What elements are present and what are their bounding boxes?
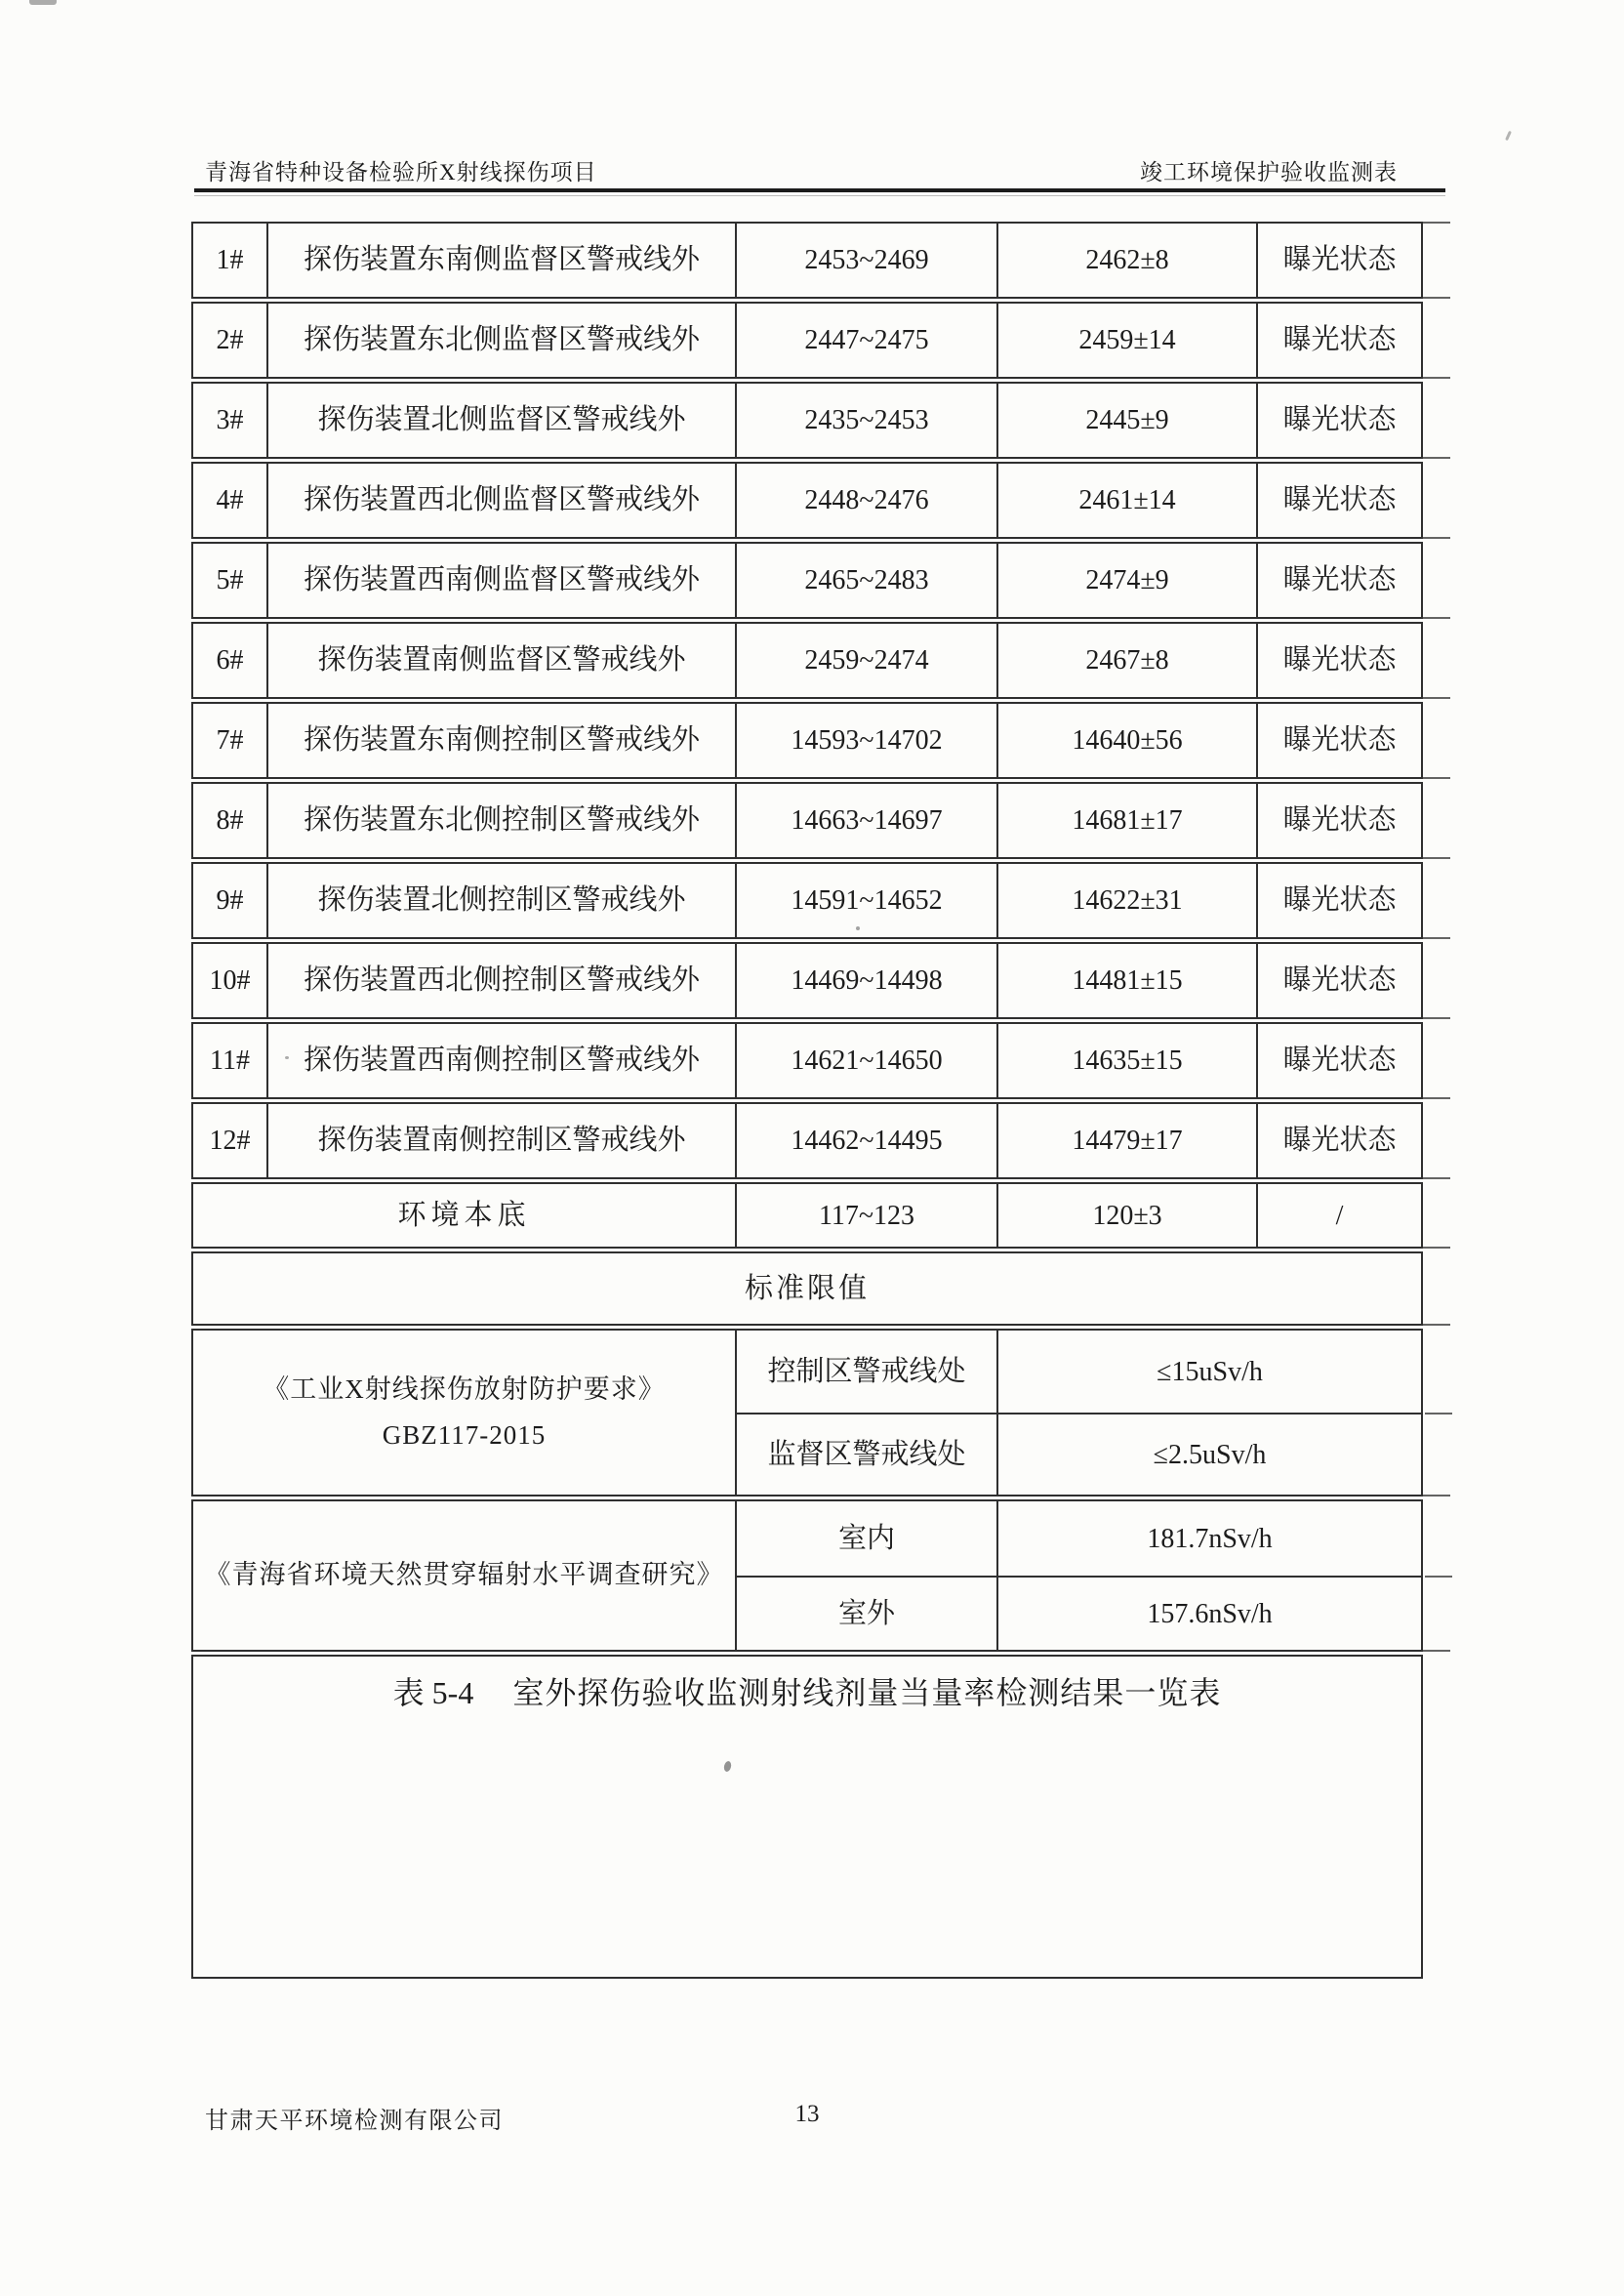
table-row — [191, 462, 1423, 539]
point-number-cell: 2# — [216, 325, 244, 355]
standard-qinghai-block — [191, 1499, 1423, 1652]
point-number-cell: 7# — [216, 725, 244, 756]
mean-cell: 14622±31 — [996, 864, 1256, 937]
point-number-cell: 6# — [216, 645, 244, 676]
point-number-cell: 1# — [216, 245, 244, 275]
mean-cell: 14479±17 — [996, 1104, 1256, 1177]
standard-item-value: 181.7nSv/h — [996, 1501, 1421, 1576]
standard-source — [193, 1501, 735, 1650]
location-cell: 探伤装置北侧控制区警戒线外 — [266, 864, 735, 937]
standard-item-label: 控制区警戒线处 — [735, 1331, 996, 1413]
standard-item-label: 室外 — [735, 1576, 996, 1650]
table-row — [191, 542, 1423, 619]
monitoring-results-table — [191, 222, 1423, 1982]
status-cell: 曝光状态 — [1256, 304, 1421, 377]
range-cell: 2465~2483 — [735, 544, 996, 617]
header-rule-shadow — [194, 195, 1445, 196]
mean-cell: 2445±9 — [996, 384, 1256, 457]
mean-cell: 14481±15 — [996, 944, 1256, 1017]
point-number-cell: 3# — [216, 405, 244, 435]
status-cell: 曝光状态 — [1256, 624, 1421, 697]
table-row — [191, 222, 1423, 299]
standard-item-value: ≤2.5uSv/h — [996, 1413, 1421, 1495]
location-cell: 探伤装置东南侧控制区警戒线外 — [266, 704, 735, 777]
mean-cell: 14681±17 — [996, 784, 1256, 857]
location-cell: 探伤装置东北侧监督区警戒线外 — [266, 304, 735, 377]
table-row — [191, 302, 1423, 379]
mean-cell: 14640±56 — [996, 704, 1256, 777]
scan-speck — [29, 0, 57, 5]
background-mean: 120±3 — [996, 1184, 1256, 1247]
header-doc-title: 竣工环境保护验收监测表 — [1140, 160, 1398, 184]
table-row — [191, 782, 1423, 859]
data-rows-group — [191, 222, 1423, 1179]
range-cell: 14663~14697 — [735, 784, 996, 857]
standard-item-value: ≤15uSv/h — [996, 1331, 1421, 1413]
footer-company: 甘肃天平环境检测有限公司 — [205, 2109, 504, 2134]
standard-item-label: 室内 — [735, 1501, 996, 1576]
range-cell: 2453~2469 — [735, 224, 996, 297]
location-cell: 探伤装置东北侧控制区警戒线外 — [266, 784, 735, 857]
table-row — [191, 622, 1423, 699]
point-number-cell: 9# — [216, 885, 244, 916]
standard-source — [193, 1331, 735, 1495]
page-number: 13 — [794, 2101, 820, 2127]
location-cell: 探伤装置南侧监督区警戒线外 — [266, 624, 735, 697]
point-number-cell: 5# — [216, 565, 244, 595]
range-cell: 14593~14702 — [735, 704, 996, 777]
location-cell: 探伤装置西北侧控制区警戒线外 — [266, 944, 735, 1017]
background-row — [191, 1182, 1423, 1249]
table-row — [191, 382, 1423, 459]
scan-speck — [1505, 131, 1512, 141]
range-cell: 14462~14495 — [735, 1104, 996, 1177]
status-cell: 曝光状态 — [1256, 464, 1421, 537]
header-project-title: 青海省特种设备检验所X射线探伤项目 — [205, 160, 597, 184]
mean-cell: 2474±9 — [996, 544, 1256, 617]
range-cell: 2459~2474 — [735, 624, 996, 697]
standard-limit-row — [191, 1251, 1423, 1326]
scan-speck — [285, 1056, 289, 1059]
table-row — [191, 1102, 1423, 1179]
table-caption — [193, 1668, 1421, 1713]
standard-item-value: 157.6nSv/h — [996, 1576, 1421, 1650]
location-cell: 探伤装置东南侧监督区警戒线外 — [266, 224, 735, 297]
status-cell: 曝光状态 — [1256, 704, 1421, 777]
location-cell: 探伤装置南侧控制区警戒线外 — [266, 1104, 735, 1177]
status-cell: 曝光状态 — [1256, 1024, 1421, 1097]
range-cell: 14621~14650 — [735, 1024, 996, 1097]
background-status: / — [1256, 1184, 1421, 1247]
location-cell: 探伤装置西北侧监督区警戒线外 — [266, 464, 735, 537]
standard-source-title: 《工业X射线探伤放射防护要求》 — [263, 1374, 666, 1404]
standard-source-title: 《青海省环境天然贯穿辐射水平调查研究》 — [204, 1560, 724, 1590]
caption-number: 表 5-4 — [392, 1675, 474, 1710]
mean-cell: 2461±14 — [996, 464, 1256, 537]
mean-cell: 2459±14 — [996, 304, 1256, 377]
status-cell: 曝光状态 — [1256, 784, 1421, 857]
point-number-cell: 11# — [210, 1046, 250, 1076]
range-cell: 2448~2476 — [735, 464, 996, 537]
point-number-cell: 12# — [209, 1126, 251, 1156]
status-cell: 曝光状态 — [1256, 544, 1421, 617]
caption-title: 室外探伤验收监测射线剂量当量率检测结果一览表 — [512, 1675, 1222, 1710]
range-cell: 14469~14498 — [735, 944, 996, 1017]
range-cell: 14591~14652 — [735, 864, 996, 937]
point-number-cell: 8# — [216, 805, 244, 836]
background-range: 117~123 — [735, 1184, 996, 1247]
table-row — [191, 862, 1423, 939]
background-label: 环境本底 — [397, 1199, 531, 1231]
standard-gbz-block — [191, 1329, 1423, 1496]
header-rule — [194, 188, 1445, 192]
location-cell: 探伤装置北侧监督区警戒线外 — [266, 384, 735, 457]
standard-item-label: 监督区警戒线处 — [735, 1413, 996, 1495]
next-table-caption-block — [191, 1655, 1423, 1979]
range-cell: 2447~2475 — [735, 304, 996, 377]
status-cell: 曝光状态 — [1256, 944, 1421, 1017]
location-cell: 探伤装置西南侧控制区警戒线外 — [266, 1024, 735, 1097]
status-cell: 曝光状态 — [1256, 864, 1421, 937]
table-row — [191, 702, 1423, 779]
status-cell: 曝光状态 — [1256, 1104, 1421, 1177]
standard-source-code: GBZ117-2015 — [382, 1420, 547, 1450]
status-cell: 曝光状态 — [1256, 224, 1421, 297]
mean-cell: 2467±8 — [996, 624, 1256, 697]
standard-limit-label: 标准限值 — [744, 1272, 870, 1304]
location-cell: 探伤装置西南侧监督区警戒线外 — [266, 544, 735, 617]
mean-cell: 2462±8 — [996, 224, 1256, 297]
point-number-cell: 10# — [209, 965, 251, 996]
status-cell: 曝光状态 — [1256, 384, 1421, 457]
table-row — [191, 942, 1423, 1019]
table-row — [191, 1022, 1423, 1099]
range-cell: 2435~2453 — [735, 384, 996, 457]
mean-cell: 14635±15 — [996, 1024, 1256, 1097]
point-number-cell: 4# — [216, 485, 244, 515]
scan-speck — [856, 926, 860, 930]
